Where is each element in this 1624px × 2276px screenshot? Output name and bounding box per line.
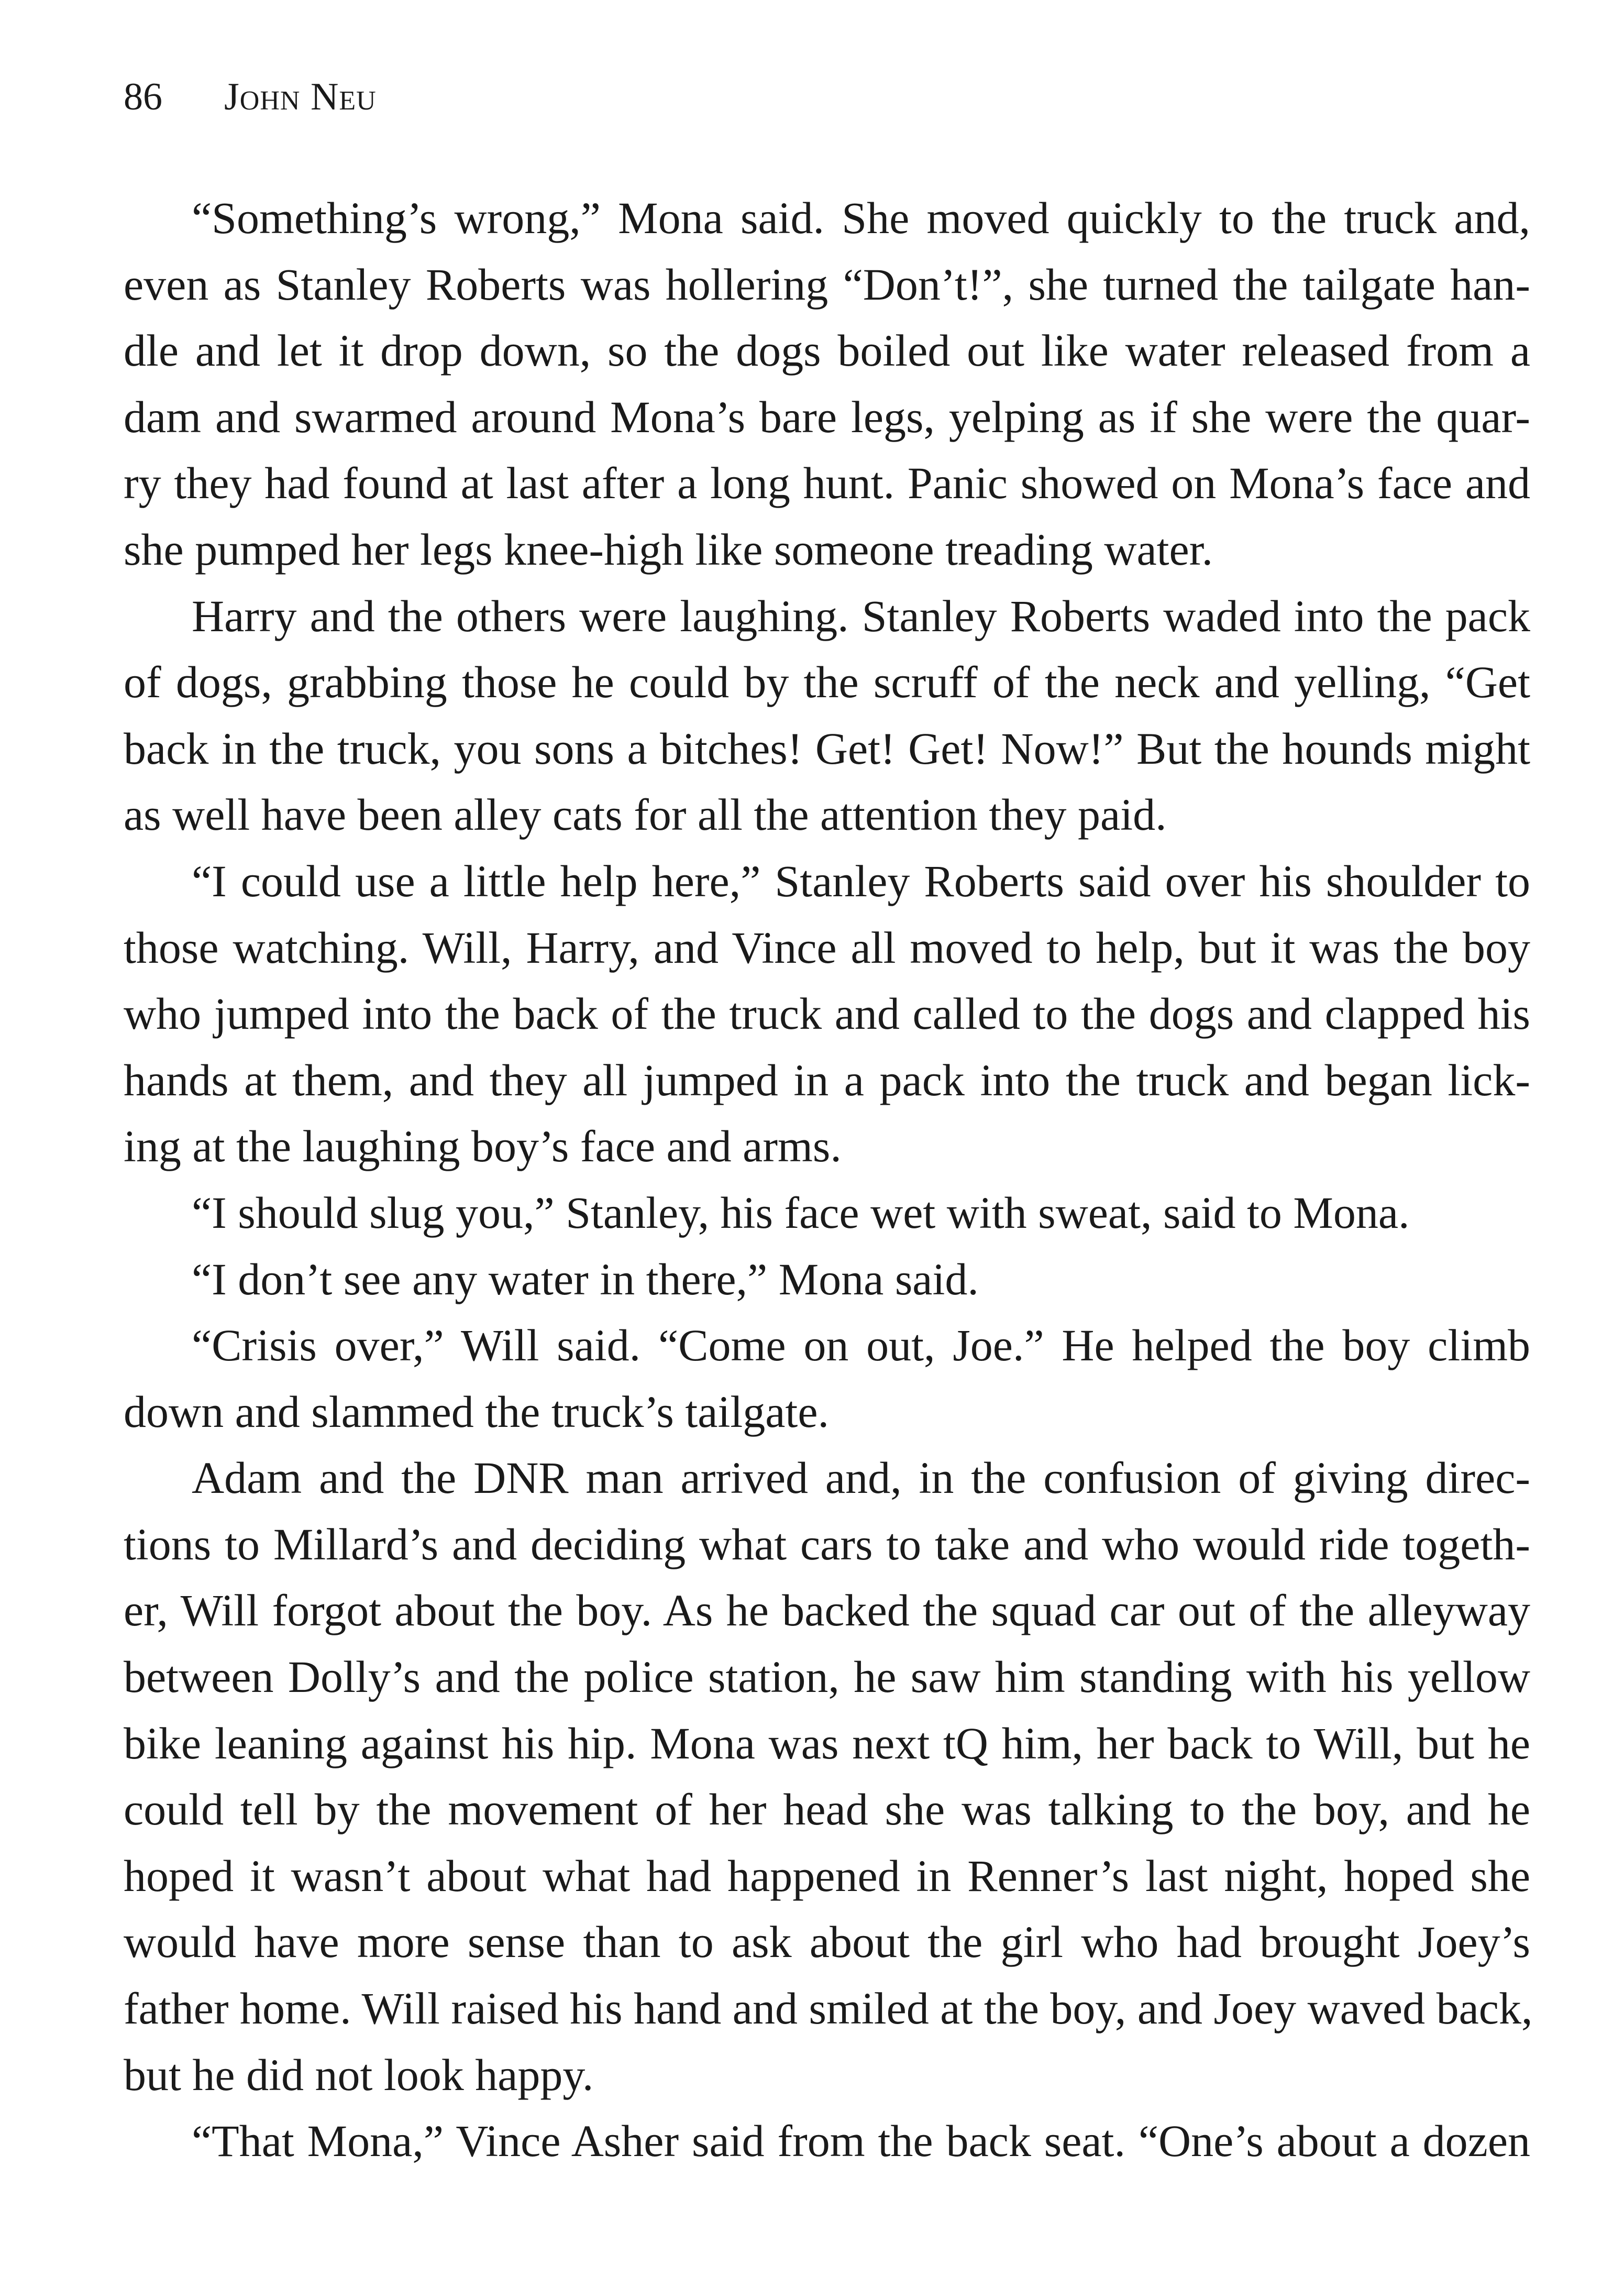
text-line: ing at the laughing boy’s face and arms.: [124, 1121, 842, 1172]
text-line: “I don’t see any water in there,” Mona said.: [192, 1254, 979, 1304]
text-line: “That Mona,” Vince Asher said from the back seat. “One’s about a dozen: [192, 2116, 1530, 2167]
text-line: bike leaning against his hip. Mona was next tQ him, her back to Will, but he: [124, 1718, 1530, 1768]
text-line: could tell by the movement of her head she was talking to the boy, and he: [124, 1784, 1530, 1835]
text-line: Harry and the others were laughing. Stanley Roberts waded into the pack: [192, 590, 1530, 641]
text-line: would have more sense than to ask about the girl who had brought Joey’s: [124, 1917, 1530, 1967]
text-line: ry they had found at last after a long hunt. Panic showed on Mona’s face and: [124, 458, 1530, 509]
text-line: but he did not look happy.: [124, 2049, 594, 2100]
text-line: father home. Will raised his hand and smiled at the boy, and Joey waved back,: [124, 1983, 1533, 2034]
text-line: between Dolly’s and the police station, he saw him standing with his yellow: [124, 1652, 1530, 1702]
text-line: dle and let it drop down, so the dogs boiled out like water released from a: [124, 325, 1530, 376]
running-head: [124, 73, 377, 120]
text-line: who jumped into the back of the truck and called to the dogs and clapped his: [124, 988, 1530, 1039]
text-line: down and slammed the truck’s tailgate.: [124, 1386, 829, 1437]
text-line: back in the truck, you sons a bitches! Get! Get! Now!” But the hounds might: [124, 723, 1530, 774]
text-line: those watching. Will, Harry, and Vince all moved to help, but it was the boy: [124, 922, 1530, 973]
body-text: [124, 185, 1533, 2174]
text-line: Adam and the DNR man arrived and, in the confusion of giving direc-: [192, 1453, 1530, 1503]
text-line: “Something’s wrong,” Mona said. She moved quickly to the truck and,: [192, 193, 1530, 243]
text-line: “I should slug you,” Stanley, his face wet with sweat, said to Mona.: [192, 1187, 1410, 1238]
text-line: dam and swarmed around Mona’s bare legs, yelping as if she were the quar-: [124, 391, 1530, 442]
text-line: hoped it wasn’t about what had happened in Renner’s last night, hoped she: [124, 1850, 1530, 1901]
text-line: as well have been alley cats for all the attention they paid.: [124, 789, 1167, 840]
text-line: “I could use a little help here,” Stanley Roberts said over his shoulder to: [192, 855, 1530, 906]
text-line: hands at them, and they all jumped in a pack into the truck and began lick-: [124, 1054, 1530, 1105]
running-head-author: John Neu: [224, 75, 377, 118]
text-line: “Crisis over,” Will said. “Come on out, Joe.” He helped the boy climb: [192, 1320, 1530, 1371]
text-line: tions to Millard’s and deciding what cars to take and who would ride togeth-: [124, 1519, 1530, 1569]
text-line: even as Stanley Roberts was hollering “Don’t!”, she turned the tailgate han-: [124, 259, 1530, 310]
text-line: she pumped her legs knee-high like someone treading water.: [124, 524, 1213, 575]
text-line: of dogs, grabbing those he could by the scruff of the neck and yelling, “Get: [124, 657, 1530, 708]
page-number: 86: [124, 75, 162, 118]
text-line: er, Will forgot about the boy. As he backed the squad car out of the alleyway: [124, 1585, 1530, 1636]
